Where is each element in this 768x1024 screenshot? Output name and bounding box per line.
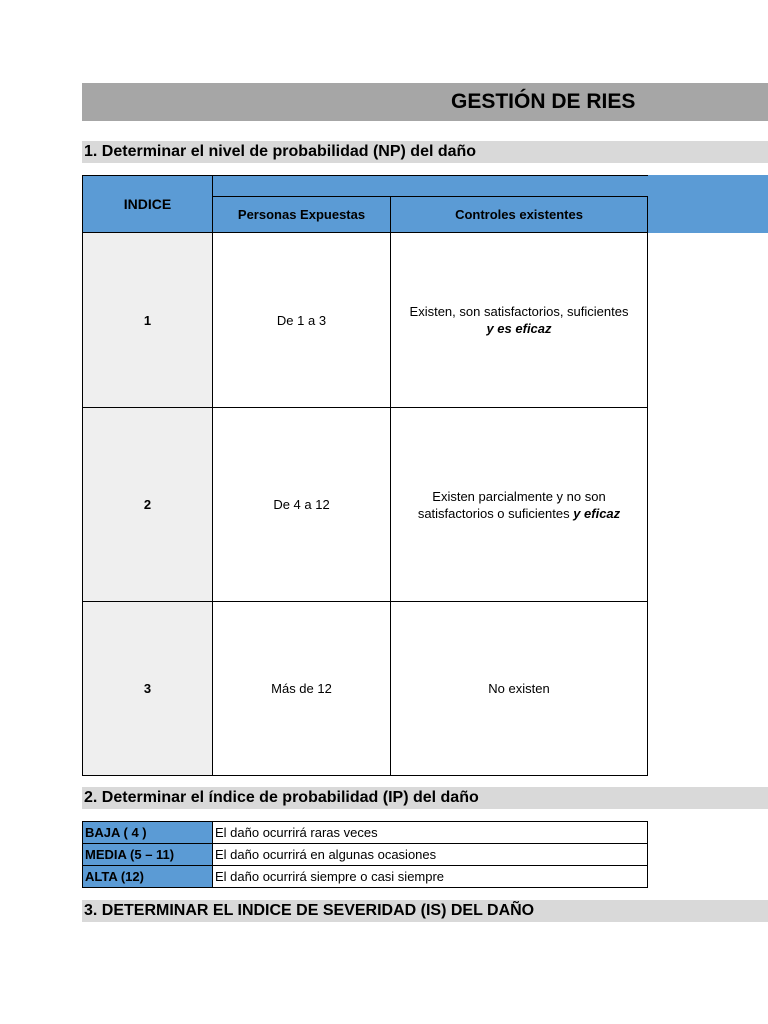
controles-text: Existen, son satisfactorios, suficientes [409,304,629,319]
description-cell: El daño ocurrirá raras veces [213,822,648,844]
indice-cell: 3 [83,602,213,776]
description-cell: El daño ocurrirá en algunas ocasiones [213,844,648,866]
header-group [213,176,648,197]
level-cell: MEDIA (5 – 11) [83,844,213,866]
indice-cell: 2 [83,408,213,602]
header-indice: INDICE [83,176,213,233]
section-heading-1: 1. Determinar el nivel de probabilidad (NP) del daño [82,141,768,163]
page-title: GESTIÓN DE RIES [451,90,636,113]
section-heading-3: 3. DETERMINAR EL INDICE DE SEVERIDAD (IS) DEL DAÑO [82,900,768,922]
table-row [83,602,648,776]
level-cell: BAJA ( 4 ) [83,822,213,844]
table-row [83,822,648,844]
controles-emphasis: y es eficaz [486,321,552,336]
personas-cell: Más de 12 [213,602,391,776]
controles-cell [391,233,648,408]
probability-index-table [82,821,648,888]
level-cell: ALTA (12) [83,866,213,888]
header-controles-existentes: Controles existentes [391,197,648,233]
table-row [83,866,648,888]
controles-emphasis: y eficaz [573,505,621,521]
description-cell: El daño ocurrirá siempre o casi siempre [213,866,648,888]
header-band-extension [647,175,768,233]
controles-text: Existen parcialmente y no son satisfactorios o suficientes [417,488,606,521]
controles-cell: No existen [391,602,648,776]
indice-cell: 1 [83,233,213,408]
table-row [83,408,648,602]
controles-cell [391,408,648,602]
section-heading-2: 2. Determinar el índice de probabilidad (IP) del daño [82,787,768,809]
header-personas-expuestas: Personas Expuestas [213,197,391,233]
probability-level-table [82,175,648,776]
table-row [83,233,648,408]
personas-cell: De 4 a 12 [213,408,391,602]
table-row [83,844,648,866]
personas-cell: De 1 a 3 [213,233,391,408]
title-bar [82,83,768,121]
